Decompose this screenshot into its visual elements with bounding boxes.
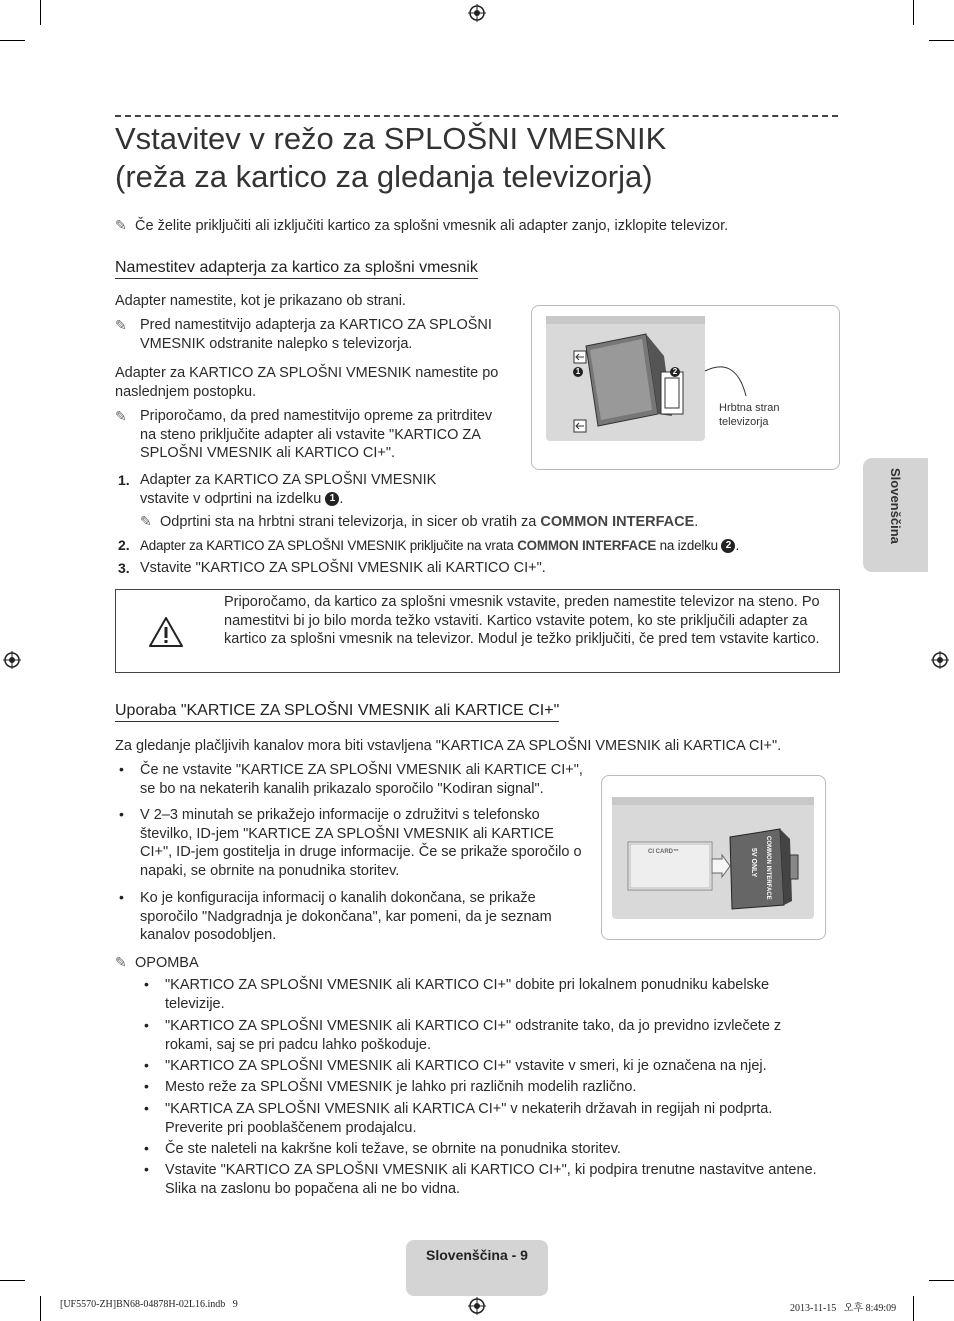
warning-text: Priporočamo, da kartico za splošni vmesnik vstavite, preden namestite televizor na steno. Po namestitvi bi jo bilo morda težko vstaviti. Kartico vstavite potem, ko ste priključili adapter za kartico za splošni vmesnik na televizor. Modul je težko priključiti, če pred tem vstavite kartico.	[224, 594, 820, 647]
step-1-note	[140, 512, 840, 532]
step-1-note-end: .	[694, 514, 699, 530]
bullet: •	[119, 806, 124, 822]
step-1	[140, 471, 470, 508]
footer-filename: [UF5570-ZH]BN68-04878H-02L16.indb 9	[60, 1299, 238, 1310]
section1-note1-text: Pred namestitvijo adapterja za KARTICO ZA SPLOŠNI VMESNIK odstranite nalepko s televizorja.	[140, 317, 492, 352]
page-number: Slovenščina - 9	[426, 1247, 528, 1263]
step-2-text2: na izdelku	[659, 538, 718, 553]
title-rule	[115, 115, 838, 117]
intro-note	[115, 216, 835, 236]
step-2-end: .	[735, 538, 739, 553]
section2-heading: Uporaba "KARTICE ZA SPLOŠNI VMESNIK ali KARTICE CI+"	[115, 702, 559, 722]
note-item-1: "KARTICO ZA SPLOŠNI VMESNIK ali KARTICO CI+" dobite pri lokalnem ponudniku kabelske televizije.	[165, 977, 770, 1012]
figure-caption: Hrbtna stran televizorja	[719, 402, 780, 428]
step-2-text: Adapter za KARTICO ZA SPLOŠNI VMESNIK priključite na vrata	[140, 538, 514, 553]
step-1-note-text: Odprtini sta na hrbtni strani televizorja, in sicer ob vratih za	[160, 514, 537, 530]
note-item-5: "KARTICA ZA SPLOŠNI VMESNIK ali KARTICA CI+" v nekaterih državah in regijah ni podprta. Preverite pri pooblaščenem prodajalcu.	[165, 1101, 773, 1136]
bullet: •	[119, 889, 124, 905]
section1-note2-text: Priporočamo, da pred namestitvijo opreme za pritrditev na steno priključite adapter ali vstavite "KARTICO ZA SPLOŠNI VMESNIK ali KARTICO CI+".	[140, 408, 493, 461]
notes-label: OPOMBA	[135, 955, 199, 971]
note-item-2: "KARTICO ZA SPLOŠNI VMESNIK ali KARTICO CI+" odstranite tako, da jo previdno izvlečete z rokami, saj se pri padcu lahko poškoduje.	[165, 1018, 782, 1053]
step-number: 2.	[118, 537, 130, 553]
title-line-1: Vstavitev v režo za SPLOŠNI VMESNIK	[115, 121, 667, 156]
step-marker-1: 1	[325, 492, 339, 506]
registration-mark-icon	[468, 1297, 486, 1315]
section1-note2	[115, 407, 505, 463]
section2-bullet-2: V 2–3 minutah se prikažejo informacije o združitvi s telefonsko številko, ID-jem "KARTICE ZA SPLOŠNI VMESNIK ali KARTICE CI+", ID-jem gostitelja in druge informacije. Če se prikaže sporočilo o napaki, se obrnite na ponudnika storitev.	[140, 807, 582, 879]
language-tab-label: Slovenščina	[888, 468, 903, 544]
registration-mark-icon	[3, 651, 21, 669]
section1-p1: Adapter namestite, kot je prikazano ob strani.	[115, 293, 406, 309]
page-title	[115, 120, 666, 196]
registration-mark-icon	[468, 4, 486, 22]
note-pencil-icon: ✎	[115, 317, 127, 333]
ci-card-illustration	[612, 797, 814, 919]
note-item-3: "KARTICO ZA SPLOŠNI VMESNIK ali KARTICO CI+" vstavite v smeri, ki je označena na njej.	[165, 1058, 767, 1074]
step-number: 1.	[118, 472, 130, 488]
crop-mark	[913, 1296, 914, 1321]
step-2	[140, 537, 840, 554]
section2-bullet-3: Ko je konfiguracija informacij o kanalih dokončana, se prikaže sporočilo "Nadgradnja je dokončana", kar pomeni, da je seznam kanalov posodobljen.	[140, 890, 552, 943]
step-3-text: Vstavite "KARTICO ZA SPLOŠNI VMESNIK ali KARTICO CI+".	[140, 560, 546, 576]
crop-mark	[0, 40, 25, 41]
step-number: 3.	[118, 560, 130, 576]
note-pencil-icon: ✎	[115, 408, 127, 424]
note-item-6: Če ste naleteli na kakršne koli težave, se obrnite na ponudnika storitev.	[165, 1141, 621, 1157]
bullet: •	[144, 1161, 149, 1177]
crop-mark	[913, 0, 914, 25]
footer-date: 2013-11-15 오후 8:49:09	[790, 1303, 897, 1314]
section1-note1	[115, 316, 505, 353]
crop-mark	[0, 1280, 25, 1281]
crop-mark	[40, 0, 41, 25]
note-pencil-icon: ✎	[140, 513, 152, 529]
bullet: •	[144, 976, 149, 992]
step-1-text: Adapter za KARTICO ZA SPLOŠNI VMESNIK vstavite v odprtini na izdelku	[140, 472, 437, 507]
step-2-bold: COMMON INTERFACE	[517, 538, 657, 553]
intro-note-text: Če želite priključiti ali izključiti kartico za splošni vmesnik ali adapter zanjo, izklopite televizor.	[135, 218, 729, 234]
module-label-voltage: 5V ONLY	[750, 848, 757, 878]
section1-p2: Adapter za KARTICO ZA SPLOŠNI VMESNIK namestite po naslednjem postopku.	[115, 365, 499, 400]
notes-header	[115, 953, 199, 973]
step-1-note-bold: COMMON INTERFACE	[540, 514, 695, 530]
section1-heading: Namestitev adapterja za kartico za splošni vmesnik	[115, 259, 478, 279]
section2-p1: Za gledanje plačljivih kanalov mora biti vstavljena "KARTICA ZA SPLOŠNI VMESNIK ali KARTICA CI+".	[115, 738, 782, 754]
bullet: •	[119, 761, 124, 777]
bullet: •	[144, 1057, 149, 1073]
warning-triangle-icon	[148, 616, 184, 648]
module-label: COMMON INTERFACE	[765, 836, 771, 900]
bullet: •	[144, 1100, 149, 1116]
bullet: •	[144, 1140, 149, 1156]
step-marker-2: 2	[721, 539, 735, 553]
note-item-4: Mesto reže za SPLOŠNI VMESNIK je lahko pri različnih modelih različno.	[165, 1079, 637, 1095]
note-pencil-icon: ✎	[115, 217, 127, 233]
registration-mark-icon	[931, 651, 949, 669]
ci-card-label: CI CARD™	[648, 849, 679, 855]
bullet: •	[144, 1017, 149, 1033]
crop-mark	[929, 40, 954, 41]
title-line-2: (reža za kartico za gledanja televizorja)	[115, 159, 653, 194]
section2-bullet-1: Če ne vstavite "KARTICE ZA SPLOŠNI VMESNIK ali KARTICE CI+", se bo na nekaterih kanalih prikazalo sporočilo "Kodiran signal".	[140, 762, 583, 797]
figure-marker-1: 1	[573, 367, 583, 377]
step-1-end: .	[339, 490, 344, 507]
figure-marker-2: 2	[670, 367, 680, 377]
crop-mark	[40, 1296, 41, 1321]
note-pencil-icon: ✎	[115, 954, 127, 970]
crop-mark	[929, 1280, 954, 1281]
bullet: •	[144, 1078, 149, 1094]
note-item-7: Vstavite "KARTICO ZA SPLOŠNI VMESNIK ali KARTICO CI+", ki podpira trenutne nastavitve antene. Slika na zaslonu bo popačena ali ne bo vidna.	[165, 1162, 817, 1197]
